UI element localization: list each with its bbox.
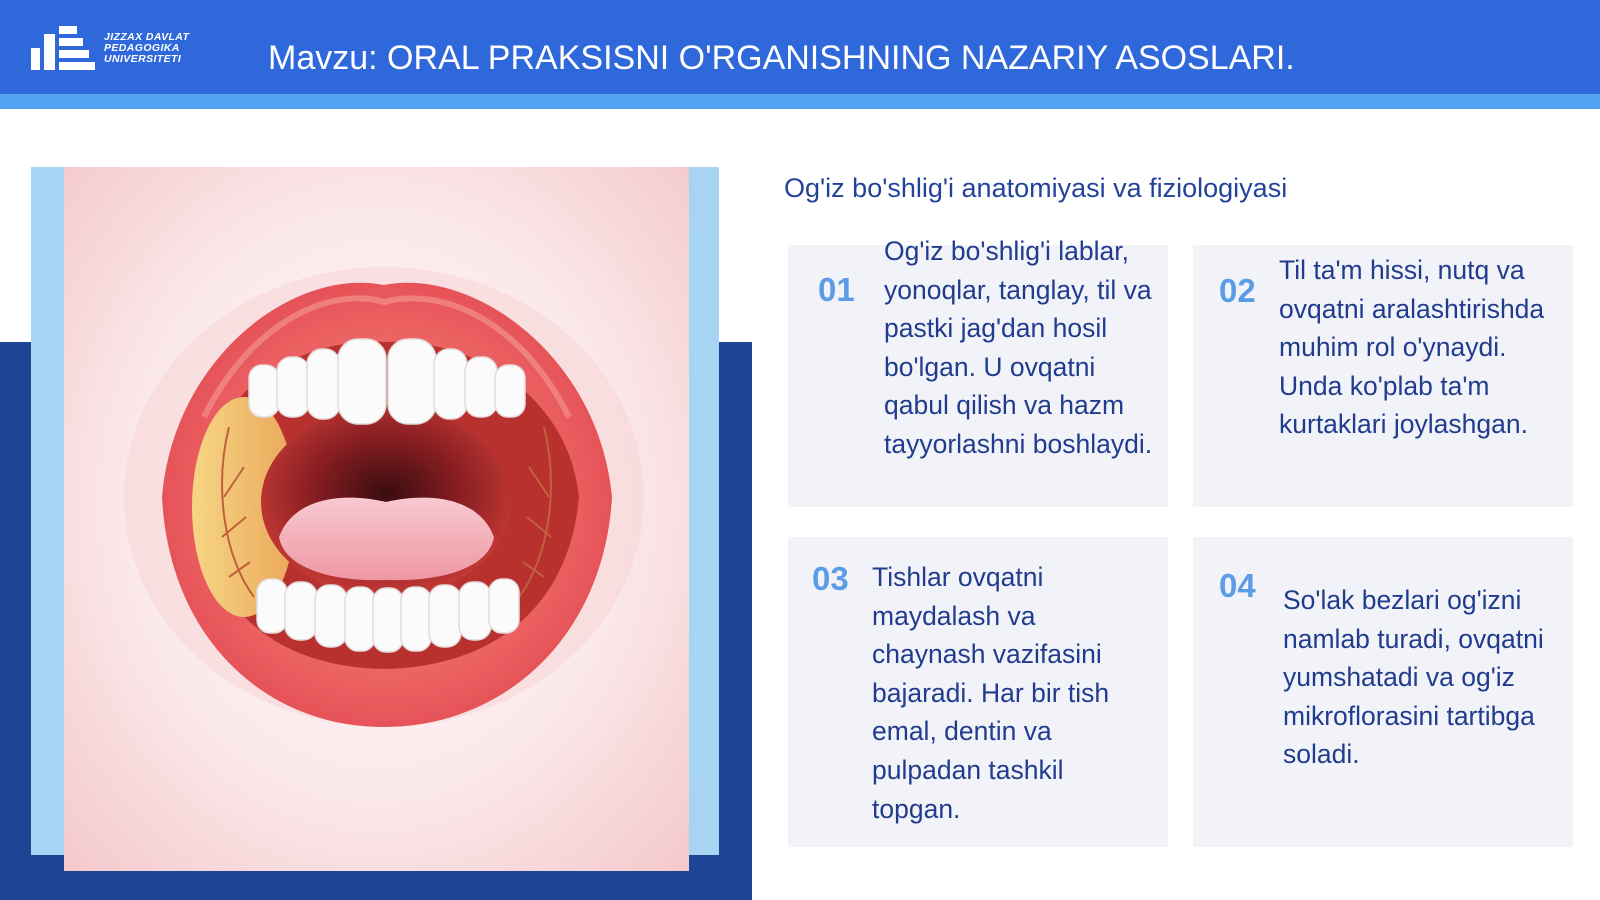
info-card-3 bbox=[788, 537, 1168, 847]
logo-line: JIZZAX DAVLAT bbox=[104, 31, 190, 43]
card-text: Til ta'm hissi, nutq va ovqatni aralashtirishda muhim rol o'ynaydi. Unda ko'plab ta'm kurtaklari joylashgan. bbox=[1279, 255, 1545, 440]
header-accent-strip bbox=[0, 94, 1600, 109]
info-card-4 bbox=[1193, 537, 1573, 847]
card-number: 04 bbox=[1219, 567, 1256, 604]
card-text: Tishlar ovqatni maydalash va chaynash vazifasini bajaradi. Har bir tish emal, dentin va pulpadan tashkil topgan. bbox=[872, 562, 1110, 824]
mouth-illustration bbox=[64, 167, 689, 871]
university-logo bbox=[30, 24, 230, 74]
section-subtitle: Og'iz bo'shlig'i anatomiyasi va fiziologiyasi bbox=[784, 173, 1288, 203]
logo-line: PEDAGOGIKA bbox=[104, 42, 180, 54]
card-text: Og'iz bo'shlig'i lablar, yonoqlar, tanglay, til va pastki jag'dan hosil bo'lgan. U ovqatni qabul qilish va hazm tayyorlashni boshlaydi. bbox=[884, 236, 1153, 459]
info-card-2 bbox=[1193, 245, 1573, 507]
page-title: Mavzu: ORAL PRAKSISNI O'RGANISHNING NAZARIY ASOSLARI. bbox=[268, 39, 1295, 77]
logo-mark-icon bbox=[30, 24, 100, 74]
info-card-1 bbox=[788, 236, 1168, 507]
logo-line: UNIVERSITETI bbox=[104, 53, 182, 65]
card-number: 01 bbox=[818, 271, 855, 308]
mouth-anatomy-icon bbox=[64, 167, 689, 871]
card-number: 03 bbox=[812, 560, 849, 597]
card-number: 02 bbox=[1219, 272, 1256, 309]
logo-text bbox=[104, 32, 189, 65]
card-text: So'lak bezlari og'izni namlab turadi, ovqatni yumshatadi va og'iz mikroflorasini tartibga soladi. bbox=[1283, 585, 1544, 770]
